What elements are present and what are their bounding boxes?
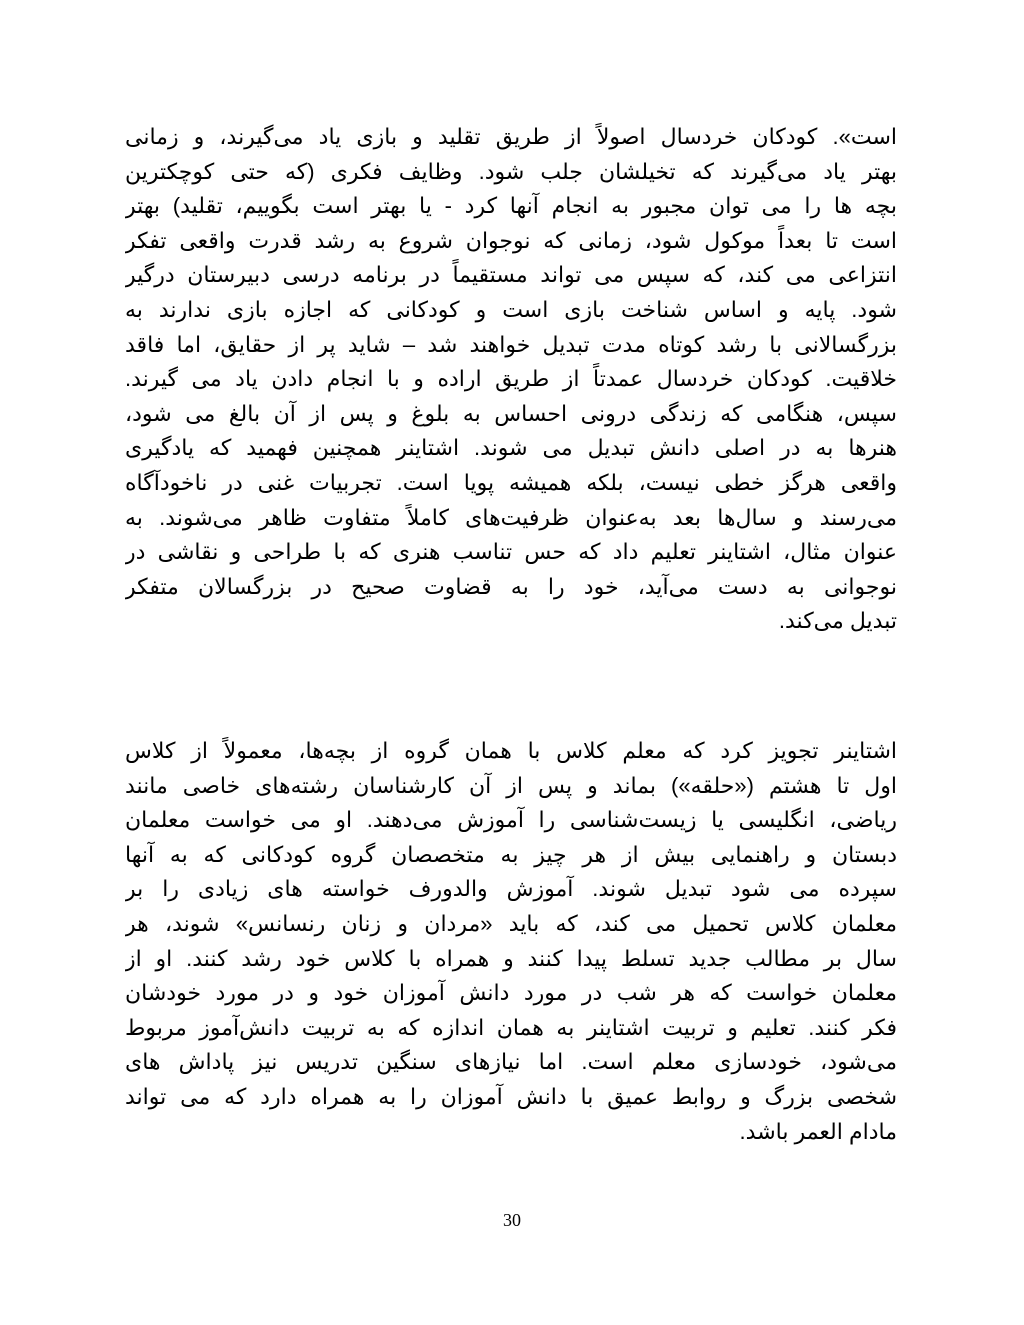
paragraph-line: فکر کنند. تعلیم و تربیت اشتاینر به همان اندازه که به تربیت دانش‌آموز مربوط: [125, 1014, 897, 1040]
paragraph-line: خلاقیت. کودکان خردسال عمدتاً از طریق اراده و با انجام دادن یاد می گیرند.: [125, 366, 897, 392]
paragraph-line: است». کودکان خردسال اصولاً از طریق تقلید و بازی یاد می‌گیرند، و زمانی: [125, 124, 897, 149]
paragraph-line: است تا بعداً موکول شود، زمانی که نوجوان شروع به رشد قدرت واقعی تفکر: [125, 227, 897, 253]
paragraph-line: نوجوانی به دست می‌آید، خود را به قضاوت صحیح در بزرگسالان متفکر: [125, 573, 897, 599]
paragraph-line: شخصی بزرگ و روابط عمیق با دانش آموزان را به همراه دارد که می تواند: [125, 1083, 897, 1109]
paragraph-2: [125, 734, 897, 1149]
paragraph-line: می‌شود، خودسازی معلم است. اما نیازهای سنگین تدریس نیز پاداش های: [125, 1049, 897, 1075]
paragraph-line: عنوان مثال، اشتاینر تعلیم داد که حس تناسب هنری که با طراحی و نقاشی در: [125, 539, 897, 565]
page-number: 30: [503, 1210, 521, 1230]
paragraph-line: می‌رسند و سال‌ها بعد به‌عنوان ظرفیت‌های کاملاً متفاوت ظاهر می‌شوند. به: [125, 504, 897, 530]
paragraph-line: سپرده می شود تبدیل شوند. آموزش والدورف خواسته های زیادی را بر: [125, 876, 897, 902]
paragraph-line: اشتاینر تجویز کرد که معلم کلاس با همان گروه از بچه‌ها، معمولاً از کلاس: [125, 738, 897, 763]
paragraph-line: بچه ها را می توان مجبور به انجام آنها کرد - یا بهتر است بگوییم، تقلید) بهتر: [125, 193, 897, 219]
paragraph-line: بهتر یاد می‌گیرند که تخیلشان جلب شود. وظایف فکری (که حتی کوچکترین: [125, 158, 897, 184]
paragraph-line: سال بر مطالب جدید تسلط پیدا کنند و همراه با کلاس خود رشد کنند. او از: [125, 945, 897, 971]
paragraph-line: معلمان خواست که هر شب در مورد دانش آموزان خود و در مورد خودشان: [125, 980, 897, 1006]
paragraph-line: معلمان کلاس تحمیل می کند، که باید «مردان و زنان رنسانس» شوند، هر: [125, 910, 897, 936]
paragraph-line: شود. پایه و اساس شناخت بازی است و کودکانی که اجازه بازی ندارند به: [125, 296, 897, 322]
paragraph-line: اول تا هشتم («حلقه») بماند و پس از آن کارشناسان رشته‌های خاصی مانند: [125, 772, 897, 798]
paragraph-1: [125, 120, 897, 639]
paragraph-line: بزرگسالانی با رشد کوتاه مدت تبدیل خواهند شد – شاید پر از حقایق، اما فاقد: [125, 331, 897, 357]
paragraph-line: مادام العمر باشد.: [739, 1118, 897, 1144]
paragraph-line: تبدیل می‌کند.: [778, 608, 897, 634]
paragraph-line: واقعی هرگز خطی نیست، بلکه همیشه پویا است. تجربیات غنی در ناخودآگاه: [125, 469, 897, 495]
paragraph-line: انتزاعی می کند، که سپس می تواند مستقیماً در برنامه درسی دبیرستان درگیر: [125, 262, 897, 288]
paragraph-line: هنرها به در اصلی دانش تبدیل می شوند. اشتاینر همچنین فهمید که یادگیری: [125, 435, 897, 461]
paragraph-line: ریاضی، انگلیسی یا زیست‌شناسی را آموزش می‌دهند. او می خواست معلمان: [125, 807, 897, 833]
paragraph-line: سپس، هنگامی که زندگی درونی احساس به بلوغ و پس از آن بالغ می شود،: [125, 400, 897, 426]
paragraph-line: دبستان و راهنمایی بیش از هر چیز به متخصصان گروه کودکانی که به آنها: [125, 841, 897, 867]
